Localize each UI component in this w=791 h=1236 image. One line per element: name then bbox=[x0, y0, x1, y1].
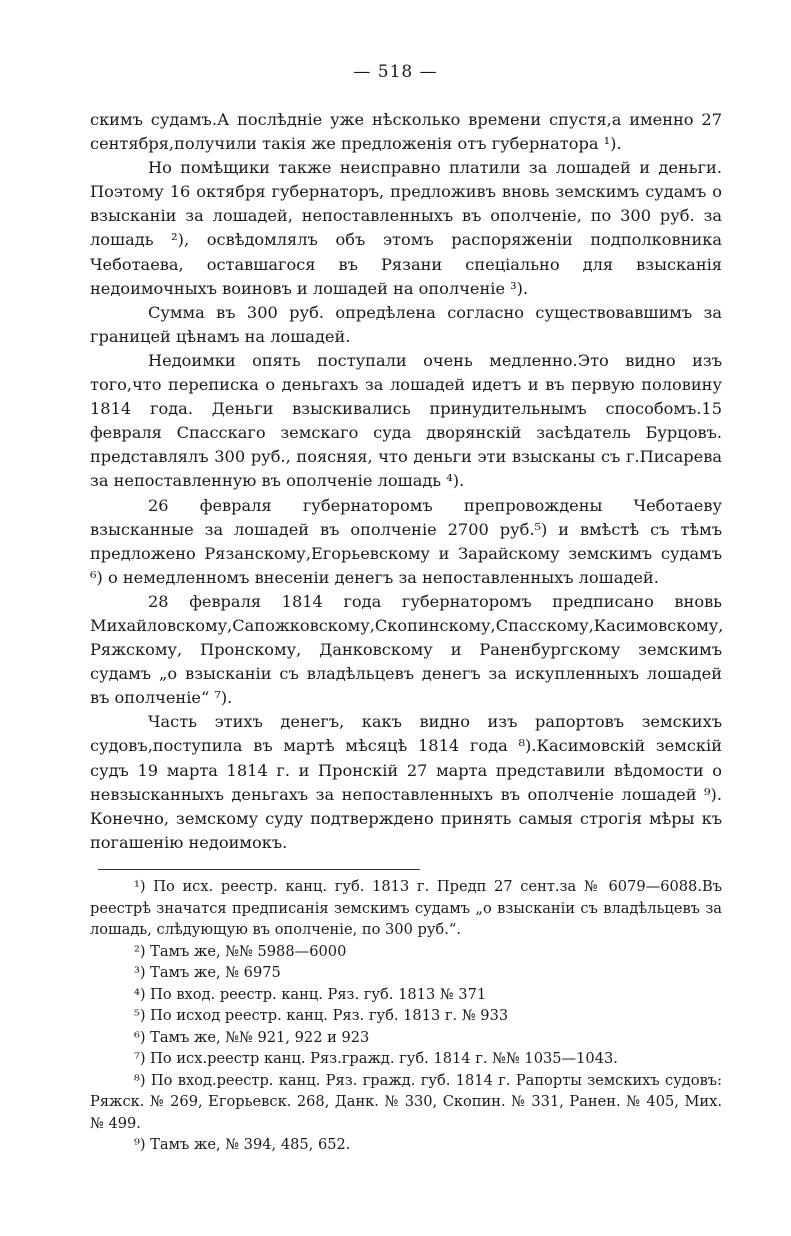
paragraph: Часть этихъ денегъ, какъ видно изъ рапортовъ земскихъ судовъ,поступила въ мартѣ мѣсяцѣ 1814 года ⁸).Касимовскій земскій судъ 19 марта 1814 г. и Пронскій 27 марта представили вѣдомости о невзысканныхъ деньгахъ за непоставленныхъ въ ополченіе лошадей ⁹). Конечно, земскому суду подтверждено принять самыя строгія мѣры къ погашенію недоимокъ. bbox=[90, 712, 722, 852]
footnote: ⁴) По вход. реестр. канц. Ряз. губ. 1813 № 371 bbox=[134, 985, 487, 1003]
footnote: ⁹) Тамъ же, № 394, 485, 652. bbox=[134, 1136, 351, 1153]
page-number: — 518 — bbox=[353, 62, 438, 82]
footnote: ⁶) Тамъ же, №№ 921, 922 и 923 bbox=[134, 1028, 370, 1046]
paragraph: 26 февраля губернаторомъ препровождены Чеботаеву взысканные за лошадей въ ополченіе 2700 руб.⁵) и вмѣстѣ съ тѣмъ предложено Рязанскому,Егорьевскому и Зарайскому земскимъ судамъ ⁶) о немедленномъ внесеніи денегъ за непоставленныхъ лошадей. bbox=[90, 495, 722, 587]
paragraph: Сумма въ 300 руб. опредѣлена согласно существовавшимъ за границей цѣнамъ на лошадей. bbox=[90, 302, 722, 346]
footnote: ²) Тамъ же, №№ 5988—6000 bbox=[134, 942, 347, 960]
paragraph: Недоимки опять поступали очень медленно.Это видно изъ того,что переписка о деньгахъ за лошадей идетъ и въ первую половину 1814 года. Деньги взыскивались принудительнымъ способомъ.15 февраля Спасскаго земскаго суда дворянскій засѣдатель Бурцовъ. представлялъ 300 руб., поясняя, что деньги эти взысканы съ г.Писарева за непоставленную въ ополченіе лошадь ⁴). bbox=[90, 350, 722, 491]
footnote: ³) Тамъ же, № 6975 bbox=[134, 964, 281, 981]
main-text bbox=[90, 108, 722, 855]
footnote: ⁵) По исход реестр. канц. Ряз. губ. 1813 г. № 933 bbox=[134, 1007, 509, 1024]
footnote: ⁸) По вход.реестр. канц. Ряз. гражд. губ. 1814 г. Рапорты земскихъ судовъ: Ряжск. № 269, Егорьевск. 268, Данк. № 330, Скопин. № 331, Ранен. № 405, Мих. № 499. bbox=[90, 1071, 722, 1132]
paragraph: Но помѣщики также неисправно платили за лошадей и деньги. Поэтому 16 октября губернаторъ, предложивъ вновь земскимъ судамъ о взысканіи за лошадей, непоставленныхъ въ ополченіе, по 300 руб. за лошадь ²), освѣдомлялъ объ этомъ распоряженіи подполковника Чеботаева, оставшагося въ Рязани спеціально для взысканія недоимочныхъ воиновъ и лошадей на ополченіе ³). bbox=[90, 158, 722, 298]
paragraph: 28 февраля 1814 года губернаторомъ предписано вновь Михайловскому,Сапожковскому,Скопинскому,Спасскому,Касимовскому, Ряжскому, Пронскому, Данковскому и Раненбургскому земскимъ судамъ „о взысканіи съ владѣльцевъ денегъ за искупленныхъ лошадей въ ополченіе“ ⁷). bbox=[90, 591, 724, 708]
paragraph: скимъ судамъ.А послѣдніе уже нѣсколько времени спустя,а именно 27 сентября,получили такія же предложенія отъ губернатора ¹). bbox=[90, 110, 722, 154]
footnote: ¹) По исх. реестр. канц. губ. 1813 г. Предп 27 сент.за № 6079—6088.Въ реестрѣ значатся предписанія земскимъ судамъ „о взысканіи съ владѣльцевъ за лошадь, слѣдующую въ ополченіе, по 300 руб.“. bbox=[90, 878, 722, 938]
footnote-divider bbox=[98, 869, 420, 870]
footnote: ⁷) По исх.реестр канц. Ряз.гражд. губ. 1814 г. №№ 1035—1043. bbox=[134, 1050, 618, 1067]
footnotes bbox=[90, 876, 722, 1156]
